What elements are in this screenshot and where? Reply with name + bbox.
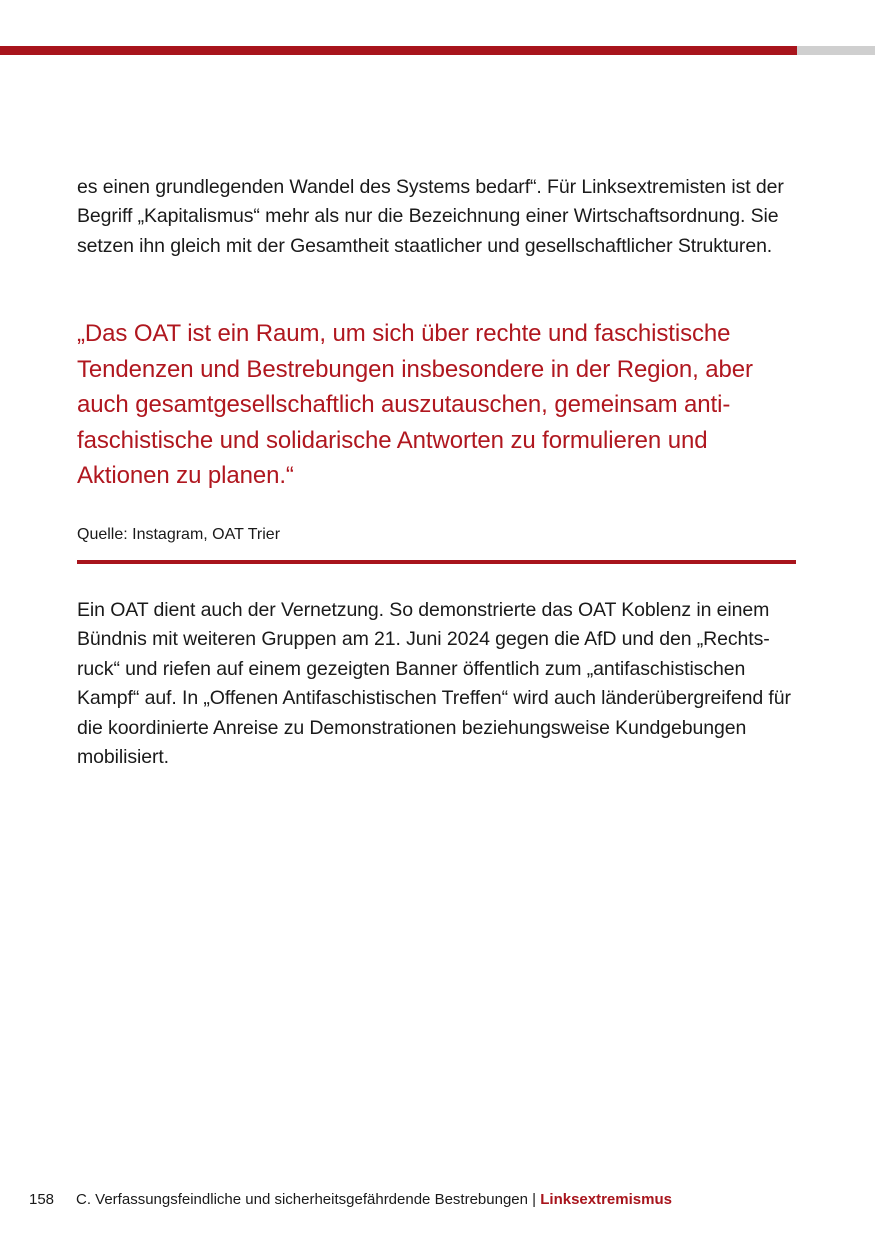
body-paragraph-1: es einen grundlegenden Wandel des Systems bedarf“. Für Linksextremisten ist der Begriff „Kapitalismus“ mehr als nur die Bezeichnung einer Wirtschaftsordnung. Sie setzen ihn gleich mit der Gesamtheit staatlicher und gesellschaftlicher Strukturen. bbox=[77, 176, 784, 257]
quote-divider bbox=[77, 560, 796, 564]
footer-section: Linksextremismus bbox=[540, 1191, 672, 1208]
body-paragraph-2: Ein OAT dient auch der Vernetzung. So demonstrierte das OAT Koblenz in einem Bündnis mit weiteren Gruppen am 21. Juni 2024 gegen die AfD und den „Rechts-ruck“ und riefen auf einem gezeigten Banner öffentlich zum „antifaschistischen Kampf“ auf. In „Offenen Antifaschistischen Treffen“ wird auch länderübergreifend für die koordinierte Anreise zu Demonstrationen beziehungsweise Kundgebungen mobilisiert. bbox=[77, 599, 791, 769]
footer-separator: | bbox=[532, 1191, 537, 1208]
page-number: 158 bbox=[29, 1191, 55, 1208]
header-accent-bar bbox=[0, 46, 797, 55]
footer-chapter: C. Verfassungsfeindliche und sicherheitsgefährdende Bestrebungen bbox=[76, 1191, 528, 1208]
page-footer bbox=[29, 1190, 672, 1210]
pull-quote: „Das OAT ist ein Raum, um sich über rechte und faschistische Tendenzen und Bestrebungen insbesondere in der Region, aber auch gesamtgesellschaftlich auszutauschen, gemeinsam anti-faschistische und solidarische Antworten zu formulieren und Aktionen zu planen.“ bbox=[77, 320, 753, 489]
header-gray-bar bbox=[797, 46, 875, 55]
quote-source: Quelle: Instagram, OAT Trier bbox=[77, 526, 281, 543]
